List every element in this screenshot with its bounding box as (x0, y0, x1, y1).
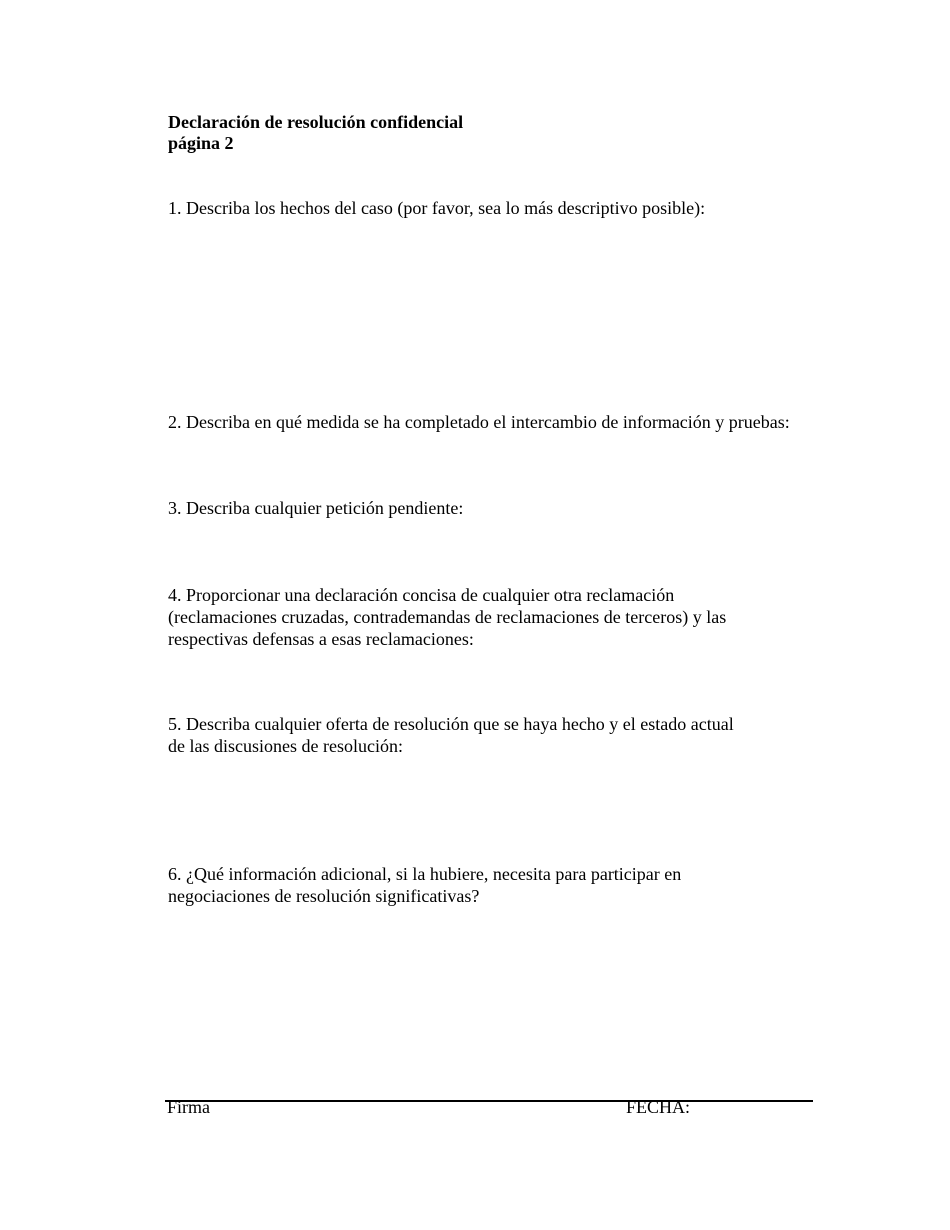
question-6-line-2: negociaciones de resolución significativas? (168, 886, 480, 906)
signature-label: Firma (167, 1097, 210, 1117)
question-4 (168, 584, 726, 650)
question-6 (168, 863, 681, 907)
page-label: página 2 (168, 133, 234, 153)
question-4-line-3: respectivas defensas a esas reclamaciones: (168, 629, 474, 649)
signature-line (165, 1100, 813, 1102)
document-title: Declaración de resolución confidencial (168, 112, 464, 132)
question-2-line-1: 2. Describa en qué medida se ha completado el intercambio de información y pruebas: (168, 412, 790, 432)
question-1 (168, 197, 705, 219)
question-4-line-1: 4. Proporcionar una declaración concisa de cualquier otra reclamación (168, 585, 675, 605)
question-5-line-2: de las discusiones de resolución: (168, 736, 403, 756)
question-5 (168, 713, 734, 757)
date-label: FECHA: (626, 1097, 691, 1117)
question-4-line-2: (reclamaciones cruzadas, contrademandas de reclamaciones de terceros) y las (168, 607, 727, 627)
question-5-line-1: 5. Describa cualquier oferta de resolución que se haya hecho y el estado actual (168, 714, 734, 734)
question-3-line-1: 3. Describa cualquier petición pendiente: (168, 498, 464, 518)
question-1-line-1: 1. Describa los hechos del caso (por favor, sea lo más descriptivo posible): (168, 198, 706, 218)
document-header (168, 112, 463, 154)
question-2 (168, 411, 790, 433)
question-3 (168, 497, 463, 519)
question-6-line-1: 6. ¿Qué información adicional, si la hubiere, necesita para participar en (168, 864, 682, 884)
